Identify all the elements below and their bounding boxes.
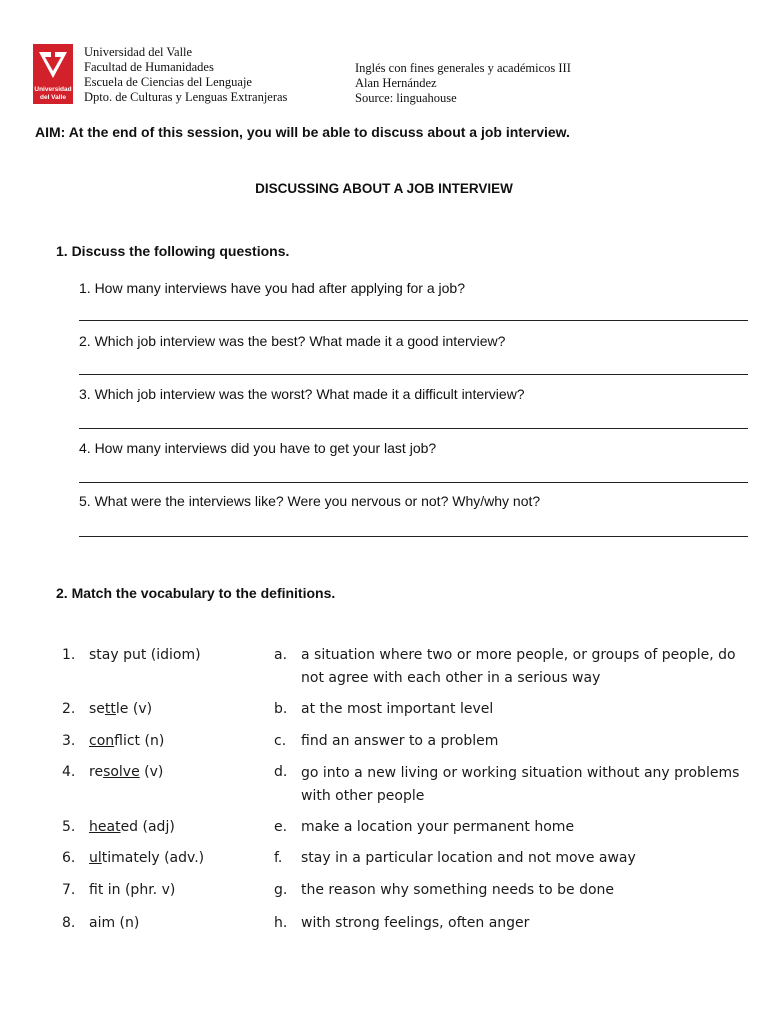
term-number: 8. [62, 915, 76, 931]
header-source: Source: linguahouse [355, 91, 457, 105]
answer-line-3[interactable] [79, 428, 748, 429]
logo-text-line-2: del Valle [39, 94, 67, 101]
answer-line-2[interactable] [79, 374, 748, 375]
institution-header [84, 45, 287, 105]
question-5: 5. What were the interviews like? Were you nervous or not? Why/why not? [79, 493, 541, 509]
question-3: 3. Which job interview was the worst? What made it a difficult interview? [79, 386, 525, 402]
definition-letter: a. [274, 647, 288, 663]
header-department: Dpto. de Culturas y Lenguas Extranjeras [84, 90, 288, 104]
answer-line-1[interactable] [79, 320, 748, 321]
definition-e: make a location your permanent home [301, 819, 575, 835]
definition-f: stay in a particular location and not move away [301, 850, 636, 866]
definition-letter: c. [274, 733, 287, 749]
term-number: 3. [62, 733, 76, 749]
header-university: Universidad del Valle [84, 45, 193, 59]
definition-g: the reason why something needs to be done [301, 882, 615, 898]
logo-text-line-1: Universidad [34, 86, 72, 93]
term-number: 7. [62, 882, 76, 898]
term-number: 2. [62, 701, 76, 717]
term-settle: settle (v) [89, 701, 153, 717]
definition-h: with strong feelings, often anger [301, 915, 530, 931]
section-2-heading: 2. Match the vocabulary to the definitions. [56, 585, 336, 601]
term-number: 4. [62, 764, 76, 780]
definition-c: find an answer to a problem [301, 733, 499, 749]
term-ultimately: ultimately (adv.) [89, 850, 205, 866]
term-heated: heated (adj) [89, 819, 175, 835]
term-conflict: conflict (n) [89, 733, 165, 749]
definition-letter: b. [274, 701, 288, 717]
header-faculty: Facultad de Humanidades [84, 60, 214, 74]
header-school: Escuela de Ciencias del Lenguaje [84, 75, 252, 89]
logo-v-mark-icon [33, 44, 73, 84]
header-course: Inglés con fines generales y académicos III [355, 61, 571, 75]
question-2: 2. Which job interview was the best? What made it a good interview? [79, 333, 506, 349]
course-header [355, 61, 571, 106]
term-number: 1. [62, 647, 76, 663]
section-1-heading: 1. Discuss the following questions. [56, 243, 290, 259]
page-title: DISCUSSING ABOUT A JOB INTERVIEW [255, 181, 513, 196]
header-teacher: Alan Hernández [355, 76, 437, 90]
question-1: 1. How many interviews have you had after applying for a job? [79, 280, 465, 296]
definition-letter: h. [274, 915, 288, 931]
definition-letter: e. [274, 819, 288, 835]
term-aim: aim (n) [89, 915, 140, 931]
answer-line-5[interactable] [79, 536, 748, 537]
definition-d: go into a new living or working situation without any problems with other people [301, 765, 740, 804]
definition-letter: f. [274, 850, 283, 866]
question-4: 4. How many interviews did you have to get your last job? [79, 440, 437, 456]
aim-statement: AIM: At the end of this session, you will be able to discuss about a job interview. [35, 124, 570, 140]
term-resolve: resolve (v) [89, 764, 164, 780]
term-number: 6. [62, 850, 76, 866]
term-stay-put: stay put (idiom) [89, 647, 201, 663]
term-fit-in: fit in (phr. v) [89, 882, 176, 898]
term-number: 5. [62, 819, 76, 835]
university-logo [33, 44, 73, 104]
definition-letter: g. [274, 882, 288, 898]
definition-b: at the most important level [301, 701, 494, 717]
answer-line-4[interactable] [79, 482, 748, 483]
definition-a: a situation where two or more people, or groups of people, do not agree with each other in a serious way [301, 647, 736, 686]
definition-letter: d. [274, 764, 288, 780]
